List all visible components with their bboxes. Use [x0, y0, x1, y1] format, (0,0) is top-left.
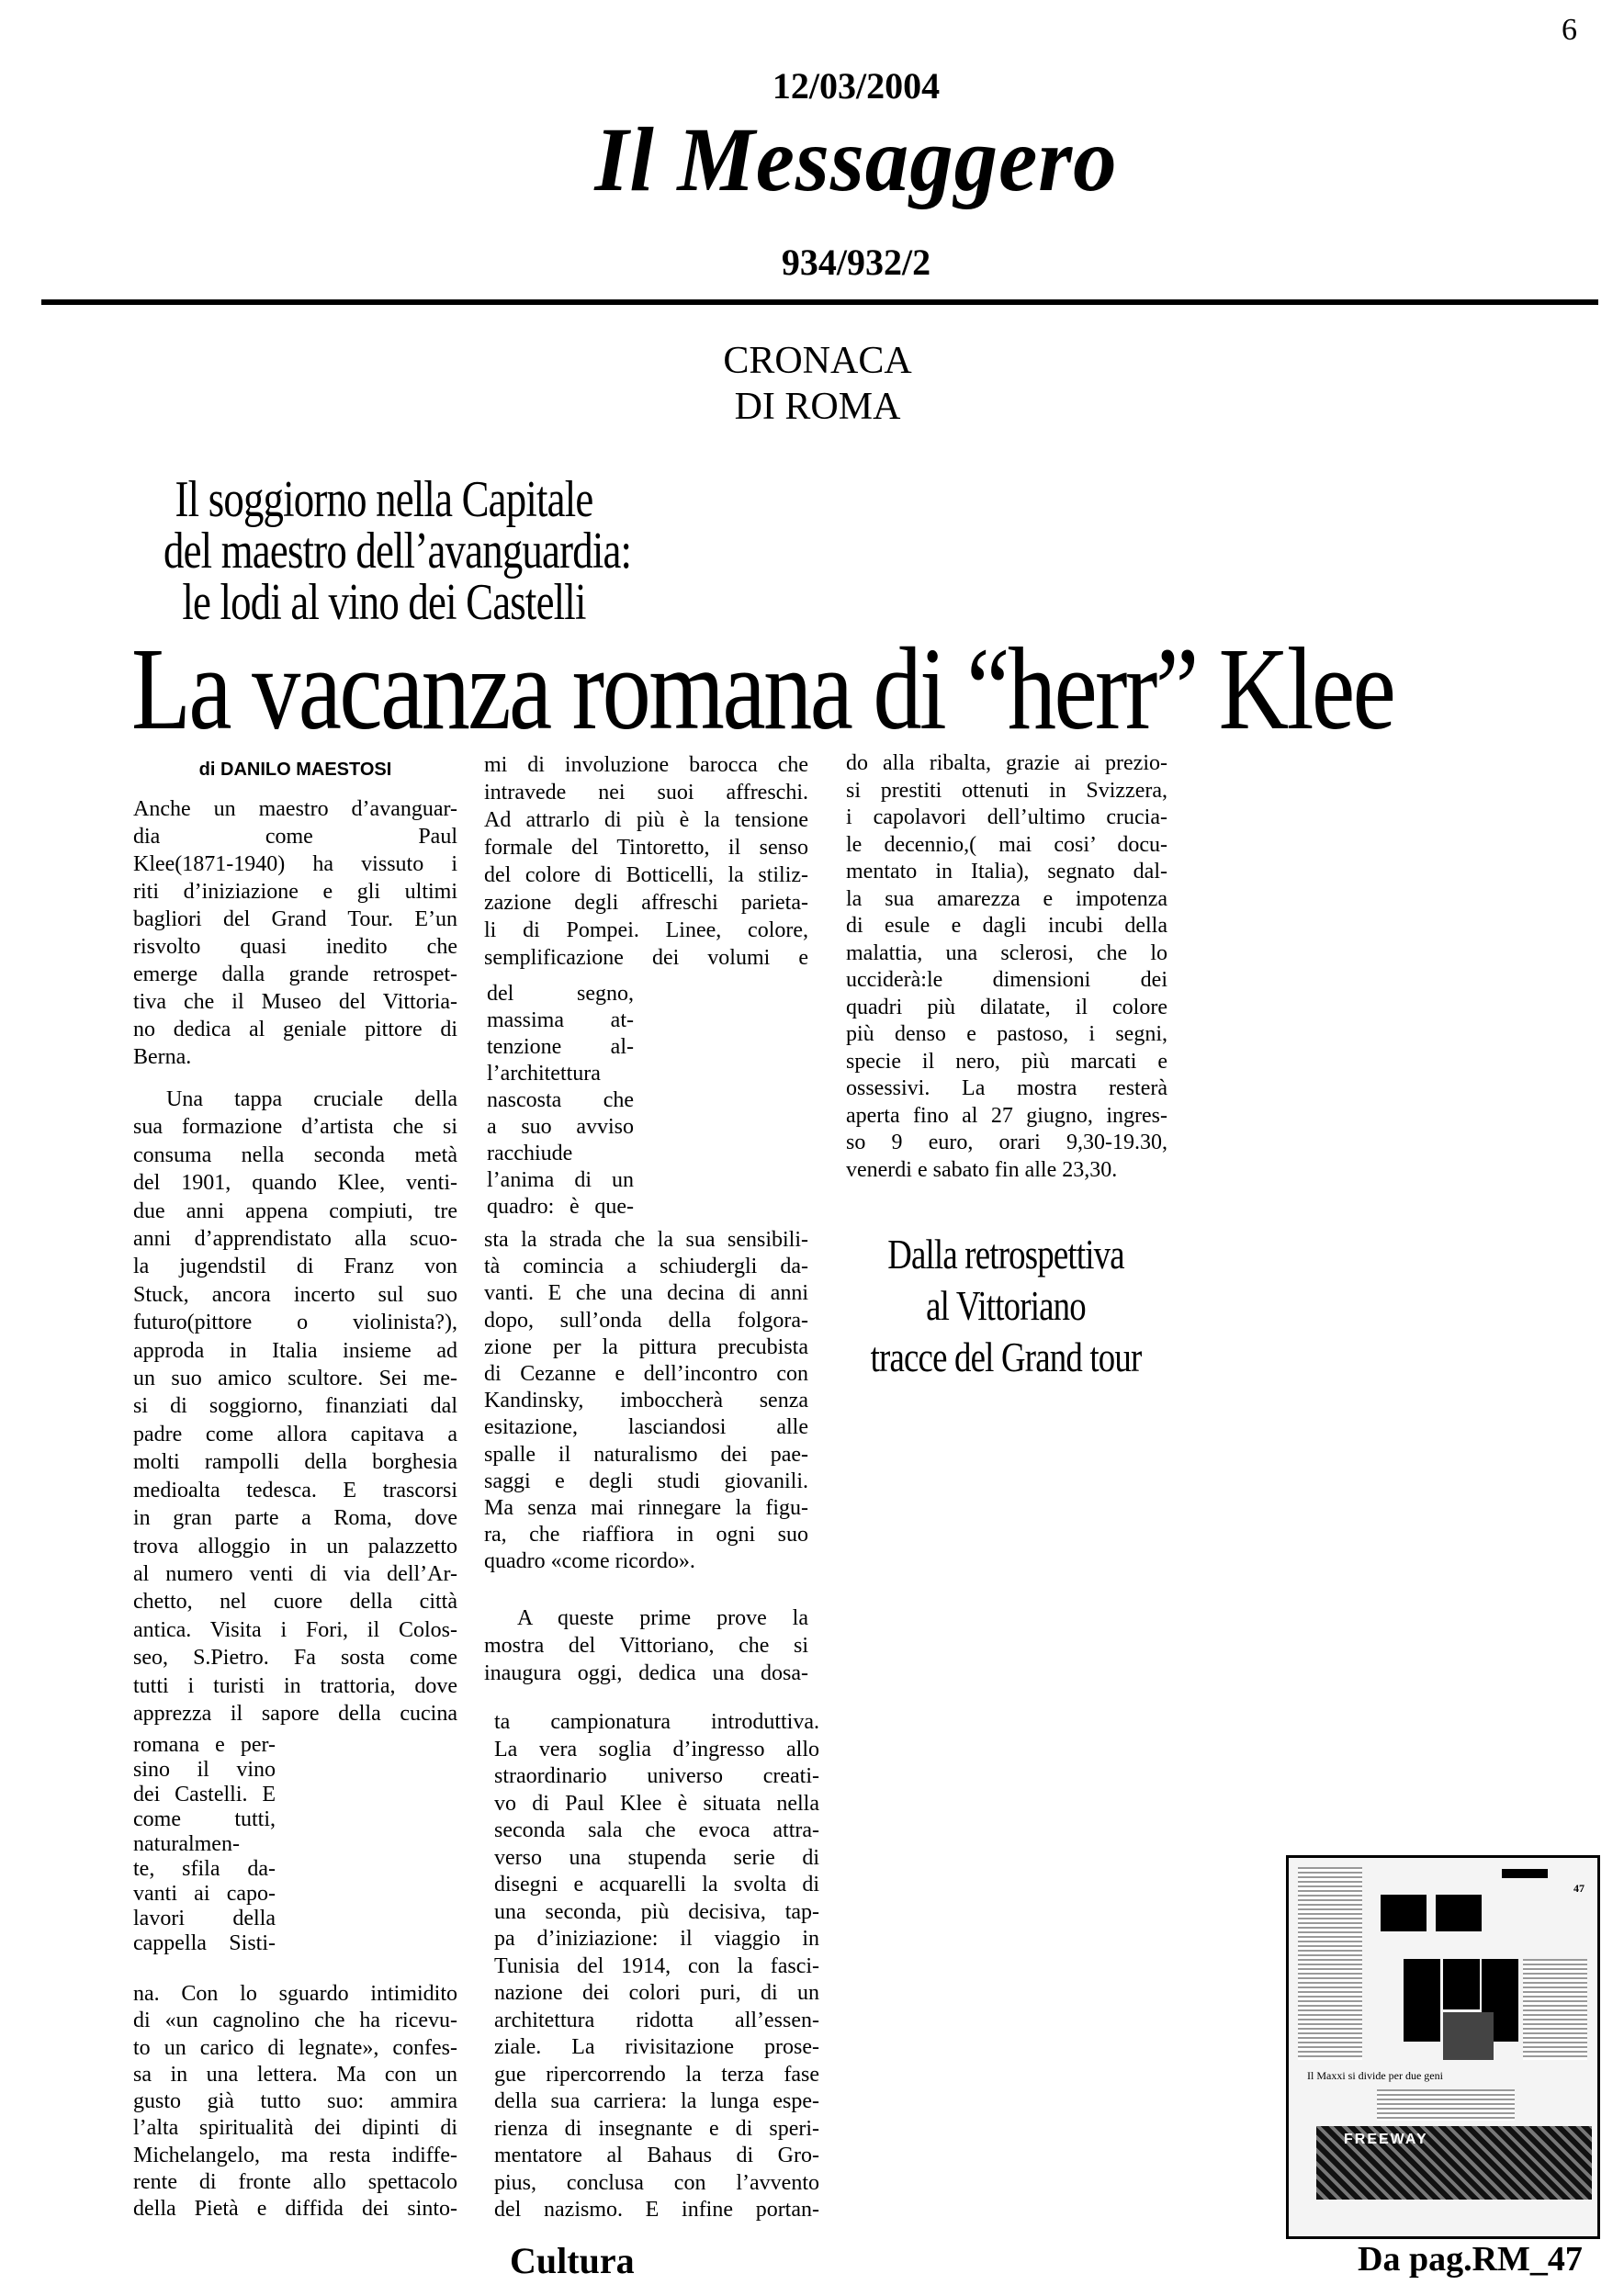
article-text-line: formale del Tintoretto, il senso: [484, 836, 808, 860]
thumbnail-photo: [1436, 1895, 1482, 1931]
article-text-line: al numero venti di via dell’Ar-: [133, 1561, 457, 1586]
article-text-line: del segno,: [487, 982, 634, 1006]
article-text-line: tutti i turisti in trattoria, dove: [133, 1673, 457, 1698]
article-subheading: [108, 471, 660, 631]
article-text-line: apprezza il sapore della cucina: [133, 1701, 457, 1726]
article-text-line: sta la strada che la sua sensibili-: [484, 1228, 808, 1252]
article-text-line: spalle il naturalismo dei pae-: [484, 1442, 808, 1467]
article-text-line: straordinario universo creati-: [494, 1764, 819, 1788]
thumbnail-ad-logo: FREEWAY: [1344, 2132, 1428, 2147]
article-text-line: no dedica al geniale pittore di: [133, 1018, 457, 1041]
article-text-line: do alla ribalta, grazie ai prezio-: [846, 751, 1167, 775]
article-text-line: mi di involuzione barocca che: [484, 753, 808, 777]
article-text-line: Klee(1871-1940) ha vissuto i: [133, 852, 457, 876]
article-text-line: padre come allora capitava a: [133, 1422, 457, 1446]
article-text-line: bagliori del Grand Tour. E’un: [133, 907, 457, 931]
thumbnail-photo: [1381, 1895, 1427, 1931]
article-text-line: approda in Italia insieme ad: [133, 1338, 457, 1363]
article-text-line: Kandinsky, imboccherà senza: [484, 1389, 808, 1413]
article-text-line: l’architettura: [487, 1062, 601, 1086]
column-2-block: [484, 1227, 808, 1576]
article-text-line: massima at-: [487, 1008, 634, 1032]
column-2-narrow-block: [487, 981, 634, 1221]
publication-date: 12/03/2004: [772, 65, 941, 107]
article-text-line: Una tappa cruciale della: [166, 1087, 457, 1111]
article-text-line: di Cezanne e dell’incontro con: [484, 1362, 808, 1387]
article-text-line: quadro: è que-: [487, 1195, 634, 1219]
article-text-line: disegni e acquarelli la svolta di: [494, 1873, 819, 1896]
article-text-line: ziale. La rivisitazione prose-: [494, 2035, 819, 2059]
article-text-line: si di soggiorno, finanziati dal: [133, 1394, 457, 1419]
thumbnail-text-column: [1298, 1867, 1362, 2060]
article-text-line: di esule e dagli incubi della: [846, 914, 1167, 938]
thumbnail-text-column: [1523, 1959, 1587, 2060]
article-text-line: dei Castelli. E: [133, 1783, 276, 1806]
article-text-line: architettura ridotta all’essen-: [494, 2008, 819, 2032]
article-text-line: te, sfila da-: [133, 1857, 276, 1881]
column-2-block: [484, 1604, 808, 1687]
article-text-line: emerge dalla grande retrospet-: [133, 962, 457, 986]
article-text-line: antica. Visita i Fori, il Colos-: [133, 1617, 457, 1642]
article-text-line: della sua carriera: la lunga espe-: [494, 2089, 819, 2113]
sidebar-heading-line: Dalla retrospettiva: [887, 1231, 1124, 1277]
article-text-line: ra, che riaffiora in ogni suo: [484, 1523, 808, 1548]
article-text-line: to un carico di legnate», confes-: [133, 2035, 457, 2060]
article-text-line: medioalta tedesca. E trascorsi: [133, 1478, 457, 1503]
article-text-line: risvolto quasi inedito che: [133, 935, 457, 959]
article-text-line: vanti. E che una decina di anni: [484, 1281, 808, 1306]
article-text-line: riti d’iniziazione e gli ultimi: [133, 880, 457, 904]
article-text-line: pa d’iniziazione: il viaggio in: [494, 1927, 819, 1951]
article-headline: La vacanza romana di “herr” Klee: [131, 624, 1394, 754]
subheading-line: Il soggiorno nella Capitale: [175, 471, 593, 528]
article-text-line: sa in una lettera. Ma con un: [133, 2062, 457, 2087]
article-text-line: anni d’apprendistato alla scuo-: [133, 1227, 457, 1252]
article-text-line: Ma senza mai rinnegare la figu-: [484, 1496, 808, 1521]
article-text-line: venerdi e sabato fin alle 23,30.: [846, 1157, 1118, 1182]
article-text-line: vanti ai capo-: [133, 1882, 276, 1906]
article-text-line: Stuck, ancora incerto sul suo: [133, 1282, 457, 1307]
article-text-line: una seconda, più decisiva, tap-: [494, 1899, 819, 1924]
article-text-line: la sua amarezza e impotenza: [846, 886, 1167, 911]
article-text-line: zione per la pittura precubista: [484, 1334, 808, 1359]
header-divider: [41, 299, 1598, 305]
article-text-line: vo di Paul Klee è situata nella: [494, 1791, 819, 1816]
article-text-line: ucciderà:le dimensioni dei: [846, 968, 1167, 992]
sidebar-heading: [827, 1229, 1185, 1383]
article-text-line: sino il vino: [133, 1758, 276, 1782]
article-text-line: verso una stupenda serie di: [494, 1845, 819, 1870]
byline: di DANILO MAESTOSI: [198, 760, 392, 780]
article-text-line: consuma nella seconda metà: [133, 1142, 457, 1167]
page-thumbnail: [1286, 1855, 1600, 2239]
article-text-line: tiva che il Museo del Vittoria-: [133, 990, 457, 1014]
article-text-line: romana e per-: [133, 1733, 276, 1757]
article-text-line: Anche un maestro d’avanguar-: [133, 797, 457, 821]
article-text-line: Tunisia del 1914, con la fasci-: [494, 1953, 819, 1978]
article-text-line: quadri più dilatate, il colore: [846, 995, 1167, 1019]
thumbnail-photo: [1443, 2012, 1494, 2060]
article-text-line: gue ripercorrendo la terza fase: [494, 2062, 819, 2087]
column-1-block: [133, 1086, 457, 1728]
thumbnail-page-bar: [1502, 1869, 1548, 1878]
article-text-line: del colore di Botticelli, la stiliz-: [484, 863, 808, 887]
section-line: CRONACA: [723, 340, 912, 382]
article-text-line: di «un cagnolino che ha ricevu-: [133, 2009, 457, 2033]
article-text-line: quadro «come ricordo».: [484, 1549, 695, 1574]
article-text-line: aperta fino al 27 giugno, ingres-: [846, 1103, 1167, 1128]
article-text-line: esitazione, lasciandosi alle: [484, 1415, 808, 1440]
footer-section-name: Cultura: [510, 2240, 635, 2281]
article-text-line: molti rampolli della borghesia: [133, 1450, 457, 1475]
article-text-line: più denso e pastoso, i segni,: [846, 1022, 1167, 1046]
section-label: [707, 338, 928, 430]
article-text-line: naturalmen-: [133, 1832, 240, 1856]
article-text-line: Ad attrarlo di più è la tensione: [484, 808, 808, 832]
column-1-narrow-block: [133, 1733, 276, 1956]
article-text-line: due anni appena compiuti, tre: [133, 1199, 457, 1223]
article-text-line: della Pietà e diffida dei sinto-: [133, 2197, 457, 2222]
article-text-line: seconda sala che evoca attra-: [494, 1818, 819, 1842]
article-text-line: trova alloggio in un palazzetto: [133, 1534, 457, 1559]
sidebar-heading-line: al Vittoriano: [926, 1282, 1086, 1329]
article-text-line: racchiude: [487, 1142, 573, 1165]
article-text-line: rienza di insegnante e di speri-: [494, 2116, 819, 2141]
article-text-line: dopo, sull’onda della folgora-: [484, 1308, 808, 1333]
page-number: 6: [1562, 13, 1577, 47]
article-text-line: mentatore al Bahaus di Gro-: [494, 2144, 819, 2167]
article-text-line: la jugendstil di Franz von: [133, 1255, 457, 1279]
sidebar-heading-line: tracce del Grand tour: [870, 1334, 1142, 1380]
article-text-line: futuro(pittore o violinista?),: [133, 1311, 457, 1335]
article-text-line: zazione degli affreschi parieta-: [484, 891, 808, 915]
article-text-line: mostra del Vittoriano, che si: [484, 1634, 808, 1658]
article-text-line: so 9 euro, orari 9,30-19.30,: [846, 1131, 1167, 1154]
article-text-line: ta campionatura introduttiva.: [494, 1710, 819, 1734]
article-text-line: li di Pompei. Linee, colore,: [484, 918, 808, 942]
article-text-line: lavori della: [133, 1907, 276, 1930]
article-text-line: l’anima di un: [487, 1168, 634, 1192]
article-text-line: mentato in Italia), segnato dal-: [846, 860, 1167, 884]
newspaper-masthead-logo: Il Messaggero: [594, 108, 1118, 210]
subheading-line: le lodi al vino dei Castelli: [182, 574, 586, 631]
article-text-line: A queste prime prove la: [517, 1606, 808, 1630]
thumbnail-photo: [1404, 1959, 1440, 2042]
article-text-line: seo, S.Pietro. Fa sosta come: [133, 1646, 457, 1671]
column-1-block: [133, 795, 457, 1071]
article-text-line: nascosta che: [487, 1088, 634, 1112]
article-text-line: le decennio,( mai cosi’ docu-: [846, 832, 1167, 857]
article-text-line: malattia, una sclerosi, che lo: [846, 940, 1167, 965]
article-text-line: La vera soglia d’ingresso allo: [494, 1737, 819, 1761]
article-text-line: a suo avviso: [487, 1115, 634, 1139]
subheading-line: del maestro dell’avanguardia:: [164, 523, 632, 580]
article-text-line: Berna.: [133, 1045, 192, 1069]
thumbnail-headline: Il Maxxi si divide per due geni: [1307, 2069, 1443, 2082]
column-1-block: [133, 1981, 457, 2223]
article-text-line: tà comincia a schiudergli da-: [484, 1255, 808, 1279]
article-text-line: semplificazione dei volumi e: [484, 946, 808, 970]
article-text-line: intravede nei suoi affreschi.: [484, 781, 808, 805]
article-text-line: Michelangelo, ma resta indiffe-: [133, 2143, 457, 2167]
article-text-line: rente di fronte allo spettacolo: [133, 2170, 457, 2195]
article-text-line: i capolavori dell’ultimo crucia-: [846, 805, 1167, 829]
article-text-line: ossessivi. La mostra resterà: [846, 1076, 1167, 1100]
article-text-line: pius, conclusa con l’avvento: [494, 2170, 819, 2195]
footer-source-page: Da pag.RM_47: [1358, 2240, 1583, 2279]
article-text-line: sua formazione d’artista che si: [133, 1115, 457, 1140]
column-2-block: [484, 751, 808, 972]
article-text-line: saggi e degli studi giovanili.: [484, 1469, 808, 1493]
article-text-line: na. Con lo sguardo intimidito: [133, 1982, 457, 2006]
article-text-line: inaugura oggi, dedica una dosa-: [484, 1661, 808, 1685]
article-text-line: si prestiti ottenuti in Svizzera,: [846, 778, 1167, 803]
article-text-line: del nazismo. E infine portan-: [494, 2198, 819, 2222]
thumbnail-photo: [1443, 1959, 1480, 2009]
article-text-line: come tutti,: [133, 1807, 276, 1831]
article-text-line: cappella Sisti-: [133, 1931, 276, 1955]
column-3-block: [846, 750, 1167, 1184]
clipping-code: 934/932/2: [781, 242, 931, 283]
article-text-line: in gran parte a Roma, dove: [133, 1506, 457, 1531]
thumbnail-text-column: [1377, 2089, 1515, 2121]
article-text-line: un suo amico scultore. Sei me-: [133, 1367, 457, 1391]
article-text-line: tenzione al-: [487, 1035, 634, 1059]
article-text-line: specie il nero, più marcati e: [846, 1049, 1167, 1074]
article-text-line: dia come Paul: [133, 825, 457, 849]
article-text-line: nazione dei colori puri, di un: [494, 1981, 819, 2005]
article-text-line: gusto già tutto suo: ammira: [133, 2089, 457, 2114]
section-line: DI ROMA: [734, 386, 901, 428]
column-2-block: [494, 1709, 819, 2224]
article-text-line: del 1901, quando Klee, venti-: [133, 1171, 457, 1196]
article-text-line: l’alta spiritualità dei dipinti di: [133, 2116, 457, 2141]
thumbnail-page-number: 47: [1573, 1882, 1585, 1895]
article-text-line: chetto, nel cuore della città: [133, 1590, 457, 1615]
